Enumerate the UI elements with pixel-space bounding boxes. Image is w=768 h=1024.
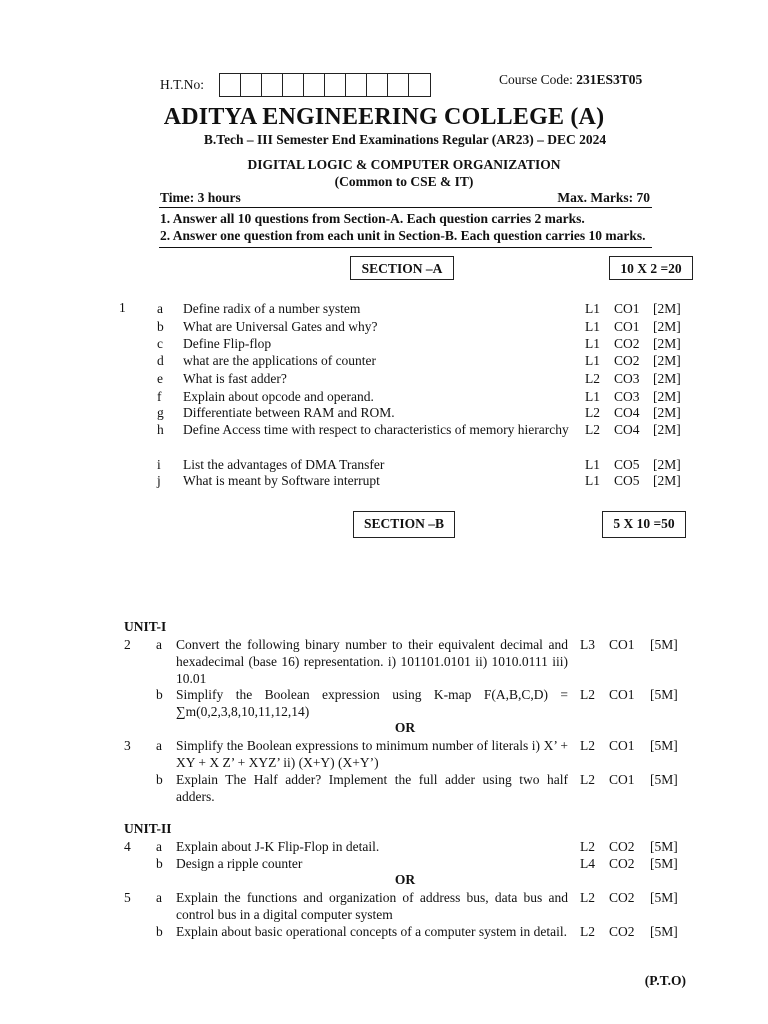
question-level: L2: [580, 839, 595, 854]
question-marks: [2M]: [653, 319, 681, 334]
question-level: L1: [585, 473, 600, 488]
question-text: Define radix of a number system: [183, 301, 361, 316]
question-text: Convert the following binary number to their equivalent decimal and hexadecimal (base 16) representation. i) 101101.0101 ii) 1010.0111 iii) 10.01: [176, 637, 568, 686]
section-b-marks: 5 X 10 =50: [602, 511, 686, 538]
or-label: OR: [394, 720, 416, 735]
question-row: [0, 404, 768, 421]
question-level: L1: [585, 336, 600, 351]
question-letter: a: [156, 839, 162, 854]
question-letter: b: [156, 687, 163, 702]
question-level: L2: [580, 738, 595, 753]
question-level: L2: [585, 422, 600, 437]
question-row: [0, 421, 768, 438]
question-marks: [2M]: [653, 473, 681, 488]
question-text: Explain about opcode and operand.: [183, 389, 374, 404]
question-letter: e: [157, 371, 163, 386]
question-marks: [2M]: [653, 389, 681, 404]
question-co: CO1: [614, 301, 640, 316]
question-text: Explain The Half adder? Implement the full adder using two half adders.: [176, 772, 568, 804]
question-co: CO2: [609, 839, 635, 854]
question-row: [0, 472, 768, 489]
or-label: OR: [394, 872, 416, 887]
question-text: Simplify the Boolean expression using K-map F(A,B,C,D) = ∑m(0,2,3,8,10,11,12,14): [176, 687, 568, 719]
college-name: ADITYA ENGINEERING COLLEGE (A): [163, 104, 605, 130]
question-text: List the advantages of DMA Transfer: [183, 457, 385, 472]
question-number: 1: [119, 300, 126, 315]
question-letter: i: [157, 457, 161, 472]
question-text: Differentiate between RAM and ROM.: [183, 405, 395, 420]
question-level: L1: [585, 319, 600, 334]
question-marks: [2M]: [653, 336, 681, 351]
question-marks: [2M]: [653, 457, 681, 472]
question-co: CO1: [609, 738, 635, 753]
question-marks: [2M]: [653, 371, 681, 386]
question-marks: [5M]: [650, 839, 678, 854]
question-marks: [2M]: [653, 422, 681, 437]
question-co: CO2: [609, 924, 635, 939]
question-letter: b: [156, 924, 163, 939]
divider: [159, 207, 652, 208]
question-co: CO5: [614, 473, 640, 488]
question-text: What are Universal Gates and why?: [183, 319, 378, 334]
question-row: [0, 335, 768, 352]
question-level: L1: [585, 353, 600, 368]
htno-boxes[interactable]: [219, 73, 431, 97]
question-letter: a: [157, 301, 163, 316]
question-row: [0, 388, 768, 405]
question-co: CO1: [609, 772, 635, 787]
question-text: Explain about J-K Flip-Flop in detail.: [176, 839, 380, 854]
question-marks: [5M]: [650, 738, 678, 753]
question-letter: d: [157, 353, 164, 368]
question-text: Simplify the Boolean expressions to minimum number of literals i) X’ + XY + X Z’ + XYZ’ ii) (X+Y) (X+Y’): [176, 738, 568, 770]
section-b-title: SECTION –B: [353, 511, 455, 538]
question-number: 3: [124, 738, 131, 753]
question-text: What is meant by Software interrupt: [183, 473, 380, 488]
question-row: [0, 456, 768, 473]
question-text: Explain the functions and organization of address bus, data bus and control bus in a digital computer system: [176, 890, 568, 922]
question-row: [0, 370, 768, 387]
question-co: CO4: [614, 422, 640, 437]
question-letter: f: [157, 389, 162, 404]
question-level: L1: [585, 457, 600, 472]
divider: [159, 247, 652, 248]
pto-label: (P.T.O): [644, 973, 686, 988]
question-co: CO4: [614, 405, 640, 420]
question-co: CO5: [614, 457, 640, 472]
question-letter: b: [156, 856, 163, 871]
htno-label: H.T.No:: [160, 77, 204, 92]
question-co: CO1: [614, 319, 640, 334]
course-code-label: Course Code:: [499, 72, 573, 87]
question-row: [0, 300, 768, 317]
question-letter: j: [157, 473, 161, 488]
question-co: CO1: [609, 637, 635, 652]
question-letter: b: [157, 319, 164, 334]
time-label: Time: 3 hours: [160, 190, 241, 205]
question-marks: [5M]: [650, 890, 678, 905]
section-a-marks: 10 X 2 =20: [609, 256, 693, 280]
question-marks: [5M]: [650, 772, 678, 787]
question-marks: [5M]: [650, 687, 678, 702]
question-level: L4: [580, 856, 595, 871]
question-row: [0, 318, 768, 335]
question-level: L3: [580, 637, 595, 652]
question-text: Design a ripple counter: [176, 856, 303, 871]
question-marks: [5M]: [650, 924, 678, 939]
question-marks: [5M]: [650, 856, 678, 871]
question-level: L2: [580, 924, 595, 939]
question-co: CO1: [609, 687, 635, 702]
common-note: (Common to CSE & IT): [334, 174, 474, 189]
subject-title: DIGITAL LOGIC & COMPUTER ORGANIZATION: [247, 157, 561, 172]
question-level: L2: [580, 687, 595, 702]
course-code: [499, 72, 642, 88]
question-letter: b: [156, 772, 163, 787]
question-text: Explain about basic operational concepts of a computer system in detail.: [176, 924, 568, 939]
question-marks: [2M]: [653, 301, 681, 316]
instruction-1: 1. Answer all 10 questions from Section-A. Each question carries 2 marks.: [160, 211, 585, 226]
exam-title: B.Tech – III Semester End Examinations Regular (AR23) – DEC 2024: [203, 132, 607, 147]
question-level: L1: [585, 389, 600, 404]
question-number: 2: [124, 637, 131, 652]
course-code-value: 231ES3T05: [576, 72, 643, 87]
question-co: CO2: [609, 856, 635, 871]
question-number: 5: [124, 890, 131, 905]
unit-title: UNIT-I: [124, 619, 167, 634]
question-text: Define Flip-flop: [183, 336, 272, 351]
question-co: CO2: [614, 336, 640, 351]
instruction-2: 2. Answer one question from each unit in Section-B. Each question carries 10 marks.: [160, 228, 646, 243]
question-marks: [2M]: [653, 405, 681, 420]
question-text: What is fast adder?: [183, 371, 287, 386]
question-level: L2: [580, 890, 595, 905]
question-letter: c: [157, 336, 163, 351]
question-level: L2: [585, 405, 600, 420]
unit-title: UNIT-II: [124, 821, 172, 836]
question-co: CO2: [614, 353, 640, 368]
question-text: what are the applications of counter: [183, 353, 377, 368]
question-letter: h: [157, 422, 164, 437]
max-marks-label: Max. Marks: 70: [557, 190, 650, 205]
question-letter: g: [157, 405, 164, 420]
question-letter: a: [156, 637, 162, 652]
question-co: CO3: [614, 389, 640, 404]
question-letter: a: [156, 890, 162, 905]
question-level: L2: [585, 371, 600, 386]
question-text: Define Access time with respect to characteristics of memory hierarchy: [183, 422, 569, 437]
question-marks: [2M]: [653, 353, 681, 368]
section-a-title: SECTION –A: [350, 256, 454, 280]
question-co: CO3: [614, 371, 640, 386]
question-co: CO2: [609, 890, 635, 905]
question-level: L1: [585, 301, 600, 316]
question-number: 4: [124, 839, 131, 854]
question-marks: [5M]: [650, 637, 678, 652]
question-letter: a: [156, 738, 162, 753]
question-row: [0, 352, 768, 369]
question-level: L2: [580, 772, 595, 787]
